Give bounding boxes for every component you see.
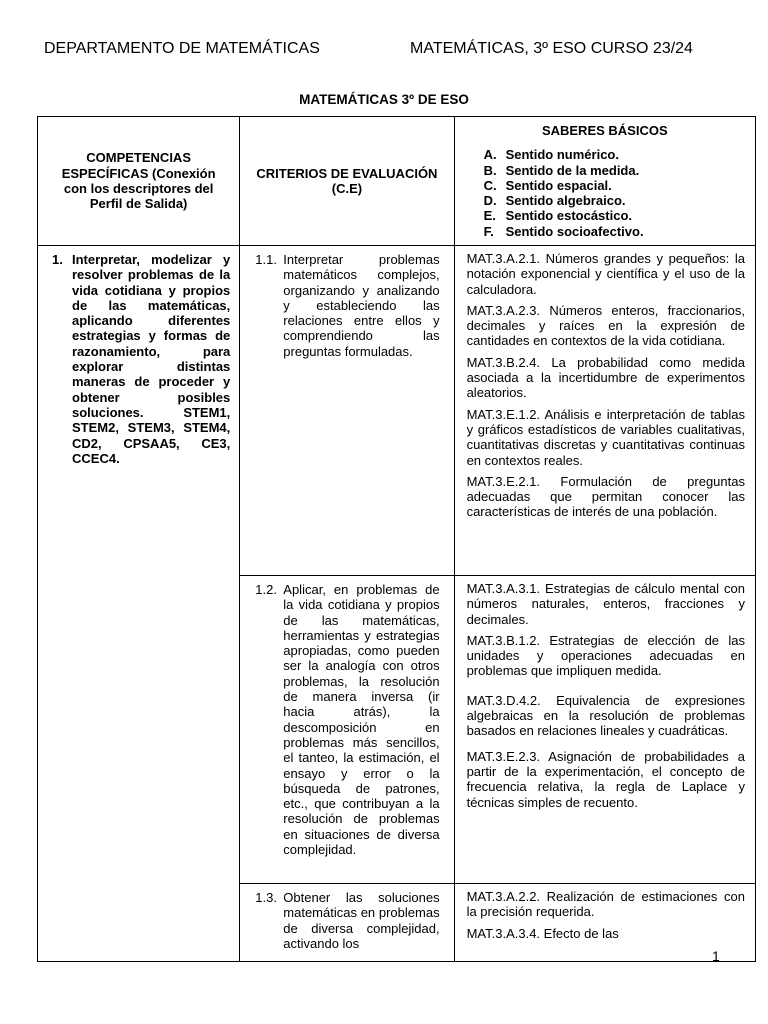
saber-item: MAT.3.A.3.4. Efecto de las <box>466 925 619 941</box>
competencia-cell <box>38 246 240 962</box>
competencia-text: Interpretar, modelizar y resolver problemas de la vida cotidiana y propios de las matemáticas, aplicando diferentes estrategias y formas de razonamiento, para explorar distintas maneras de proceder y obtener posibles soluciones. STEM1, STEM2, STEM3, STEM4, CD2, CPSAA5, CE3, CCEC4. <box>72 252 231 466</box>
sense-item: B. Sentido de la medida. <box>483 162 640 178</box>
saberes-cell <box>454 246 755 576</box>
page-number: 1 <box>712 948 720 964</box>
saber-item: MAT.3.B.1.2. Estrategias de elección de las unidades y operaciones adecuadas en problemas que impliquen medida. <box>466 632 745 679</box>
criterio-cell <box>240 884 454 962</box>
table-row <box>38 246 756 576</box>
course-label: MATEMÁTICAS, 3º ESO CURSO 23/24 <box>410 40 693 57</box>
saberes-cell <box>454 884 755 962</box>
header-saberes <box>454 117 755 246</box>
saber-item: MAT.3.E.2.1. Formulación de preguntas adecuadas que permitan conocer las características de interés de una población. <box>466 473 745 520</box>
saber-item: MAT.3.A.3.1. Estrategias de cálculo mental con números naturales, enteros, fracciones y decimales. <box>466 581 745 627</box>
saber-item: MAT.3.E.2.3. Asignación de probabilidades a partir de la experimentación, el concepto de frecuencia relativa, la regla de Laplace y técnicas simples de recuento. <box>466 748 745 810</box>
saber-item: MAT.3.A.2.1. Números grandes y pequeños: la notación exponencial y científica y el uso de la calculadora. <box>466 251 745 297</box>
sense-item: C. Sentido espacial. <box>483 177 612 193</box>
saber-item: MAT.3.E.1.2. Análisis e interpretación de tablas y gráficos estadísticos de variables cualitativas, cuantitativas discretas y cuantitativas continuas en contextos reales. <box>466 406 745 468</box>
page-header <box>44 40 734 62</box>
criterio-text: Interpretar problemas matemáticos complejos, organizando y analizando y estableciendo las relaciones entre ellos y comprendiendo las preguntas formuladas. <box>283 252 440 359</box>
header-competencias: COMPETENCIAS ESPECÍFICAS (Conexión con los descriptores del Perfil de Salida) <box>38 117 240 246</box>
saber-item: MAT.3.A.2.3. Números enteros, fraccionarios, decimales y raíces en la expresión de cantidades en contextos de la vida cotidiana. <box>466 302 745 349</box>
sense-item: F. Sentido socioafectivo. <box>483 223 644 239</box>
criterio-number: 1.2. <box>255 582 277 597</box>
criterio-cell <box>240 576 454 884</box>
saberes-title: SABERES BÁSICOS <box>541 123 668 138</box>
criterio-number: 1.3. <box>255 890 277 905</box>
criterio-text: Obtener las soluciones matemáticas en problemas de diversa complejidad, activando los <box>283 890 440 951</box>
sense-item: E. Sentido estocástico. <box>483 208 632 224</box>
sense-item: D. Sentido algebraico. <box>483 193 626 209</box>
criterio-text: Aplicar, en problemas de la vida cotidiana y propios de las matemáticas, herramientas y estrategias apropiadas, como pueden ser la analogía con otros problemas, la resolución de manera inversa (ir hacia atrás), la descomposición en problemas más sencillos, el tanteo, la estimación, el ensayo y error o la búsqueda de patrones, etc., que contribuyan a la resolución de problemas en situaciones de diversa complejidad. <box>283 582 440 858</box>
table-header-row <box>38 117 756 246</box>
competencia-number: 1. <box>52 252 63 267</box>
criterio-number: 1.1. <box>255 252 277 267</box>
document-title: MATEMÁTICAS 3º DE ESO <box>299 92 469 107</box>
header-criterios: CRITERIOS DE EVALUACIÓN (C.E) <box>240 117 454 246</box>
saberes-cell <box>454 576 755 884</box>
saber-item: MAT.3.B.2.4. La probabilidad como medida asociada a la incertidumbre de experimentos aleatorios. <box>466 354 745 401</box>
sense-item: A. Sentido numérico. <box>483 147 619 163</box>
curriculum-table <box>37 116 756 962</box>
criterio-cell <box>240 246 454 576</box>
saber-item: MAT.3.D.4.2. Equivalencia de expresiones algebraicas en la resolución de problemas basados en relaciones lineales y cuadráticas. <box>466 692 745 739</box>
department-name: DEPARTAMENTO DE MATEMÁTICAS <box>44 40 320 57</box>
saber-item: MAT.3.A.2.2. Realización de estimaciones con la precisión requerida. <box>466 889 745 920</box>
